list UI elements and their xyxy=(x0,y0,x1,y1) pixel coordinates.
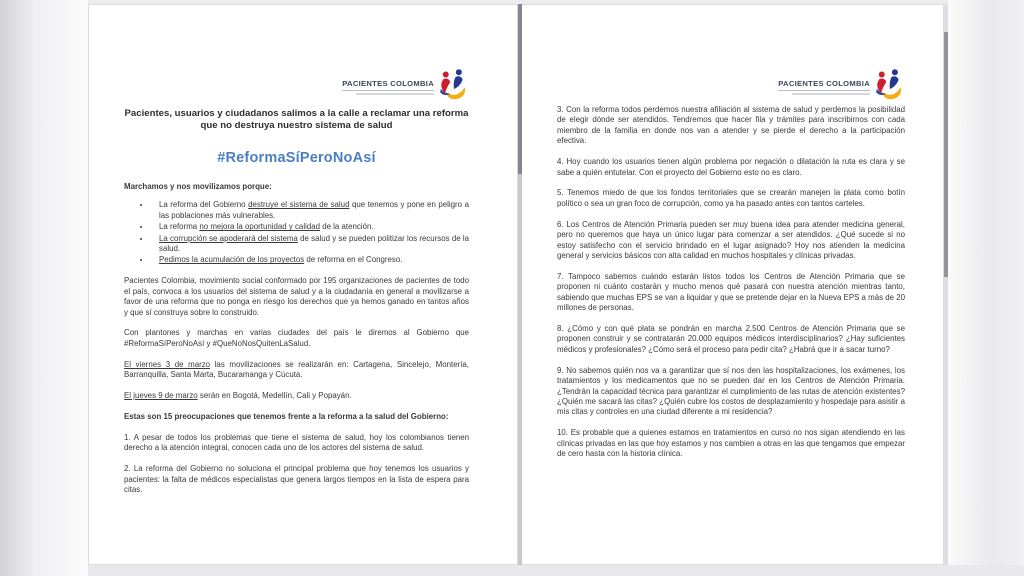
logo-tagline-bar xyxy=(792,93,870,95)
logo-tagline-bar xyxy=(356,93,434,95)
logo-rule xyxy=(778,90,870,91)
document-title: Pacientes, usuarios y ciudadanos salimos a la calle a reclamar una reforma que no destruya nuestro sistema de salud xyxy=(124,108,469,131)
concern-item-7: 7. Tampoco sabemos cuándo estarán listos todos los Centros de Atención Primaria que se proponen ni cuánto costarán y mucho menos qué pasará con nuestra atención mientras tanto, sabiendo que muchas EPS se van a liquidar y que se pretende dejar en la Nueva EPS a más de 20 millones de personas. xyxy=(557,271,905,313)
marchamos-heading: Marchamos y nos movilizamos porque: xyxy=(124,182,272,191)
document-page-2 xyxy=(522,4,944,565)
concern-item-5: 5. Tenemos miedo de que los fondos territoriales que se crearán manejen la plata como botín político o sea un gran foco de corrupción, como ya ha pasado antes con tantos carteles. xyxy=(557,188,905,208)
pacientes-colombia-logo xyxy=(124,62,469,100)
background-right-gradient xyxy=(948,0,1024,576)
logo-wordmark: PACIENTES COLOMBIA xyxy=(778,78,870,88)
reason-item-4: • Pedimos la acumulación de los proyectos de reforma en el Congreso. xyxy=(151,255,469,265)
concerns-heading: Estas son 15 preocupaciones que tenemos frente a la reforma a la salud del Gobierno: xyxy=(124,412,449,421)
background-bottom-band xyxy=(88,565,1024,576)
movement-paragraph: Pacientes Colombia, movimiento social conformado por 195 organizaciones de pacientes de todo el país, convoca a los usuarios del sistema de salud y a la ciudadanía en general a movilizarse a favor de una reforma que no ponga en riesgo los derechos que ya hemos ganado en tantos años y que sí construya sobre lo construido. xyxy=(124,276,469,317)
concern-item-6: 6. Los Centros de Atención Primaria pueden ser muy buena idea para atender medicina general, pero no queremos que haya un único lugar para comenzar a ser atendidos. ¿Qué sucede si no estoy satisfecho con el servicio brindado en el lugar asignado? Hoy nos atienden la medicina general y servicios básicos con alta calidad en muchos hospitales y clínicas privadas. xyxy=(557,219,905,260)
reason-item-2: • La reforma no mejora la oportunidad y calidad de la atención. xyxy=(151,222,469,232)
pacientes-colombia-logo xyxy=(557,62,905,100)
concern-item-10: 10. Es probable que a quienes estamos en tratamientos en curso no nos sigan atendiendo en las clínicas privadas en las que hoy estamos y nos cambien a otras en las que tengamos que empezar de cero hasta con la historia clínica. xyxy=(557,428,905,459)
reason-item-3: • La corrupción se apoderará del sistema de salud y se pueden politizar los recursos de la salud. xyxy=(151,234,469,255)
reason-item-1: • La reforma del Gobierno destruye el sistema de salud que tenemos y pone en peligro a las poblaciones más vulnerables. xyxy=(151,200,469,221)
logo-rule xyxy=(342,90,434,91)
document-page-1 xyxy=(88,4,518,565)
concern-item-2: 2. La reforma del Gobierno no soluciona el principal problema que hoy tenemos los usuarios y pacientes: la falta de médicos especialistas que genera largos tiempos en la lista de espera para citas. xyxy=(124,464,469,495)
logo-figures-icon xyxy=(436,67,469,100)
concern-item-4: 4. Hoy cuando los usuarios tienen algún problema por negación o dilatación la ruta es clara y se sabe a quién entutelar. Con el proyecto del Gobierno esto no es claro. xyxy=(557,157,905,177)
hashtag-headline: #ReformaSíPeroNoAsí xyxy=(217,149,376,166)
concern-item-8: 8. ¿Cómo y con qué plata se pondrán en marcha 2.500 Centros de Atención Primaria que se proponen construir y se contratarán 20.000 equipos médicos interdisciplinarios? ¿Hay suficientes médicos y profesionales? ¿Cómo será el proceso para pedir cita? ¿Habrá que ir a sacar turno? xyxy=(557,324,905,354)
page2-scrollbar-track[interactable] xyxy=(944,4,948,565)
march-9-paragraph: El jueves 9 de marzo serán en Bogotá, Medellín, Cali y Popayán. xyxy=(124,391,352,401)
reasons-list xyxy=(124,200,469,265)
logo-figures-icon xyxy=(872,67,905,100)
concern-item-1: 1. A pesar de todos los problemas que tiene el sistema de salud, hoy los colombianos tienen derecho a la atención integral, conocen cada uno de los actores del sistema de salud. xyxy=(124,432,469,453)
page2-scrollbar-thumb[interactable] xyxy=(944,32,948,277)
logo-text-block xyxy=(778,79,870,100)
background-left-gradient xyxy=(0,0,88,576)
logo-text-block xyxy=(342,79,434,100)
concern-item-9: 9. No sabemos quién nos va a garantizar que sí nos den las hospitalizaciones, los exámenes, los tratamientos y los medicamentos que no se pueden dar en los Centros de Atención Primaria. ¿Tendrán la capacidad técnica para garantizar el cumplimiento de las rutas de atención existentes? ¿Quién me sacará las citas? ¿Quién cubre los costos de desplazamiento y hospedaje para asistir a mis citas y controles en una ciudad diferente a mi residencia? xyxy=(557,365,905,417)
plantones-paragraph: Con plantones y marchas en varias ciudades del país le diremos al Gobierno que #ReformaSíPeroNoAsí y #QueNoNosQuitenLaSalud. xyxy=(124,328,469,348)
march-3-paragraph: El viernes 3 de marzo las movilizaciones se realizarán en: Cartagena, Sincelejo, Montería, Barranquilla, Santa Marta, Bucaramanga y Cúcuta. xyxy=(124,359,469,380)
logo-wordmark: PACIENTES COLOMBIA xyxy=(342,78,434,88)
concern-item-3: 3. Con la reforma todos perdemos nuestra afiliación al sistema de salud y perdemos la posibilidad de elegir dónde ser atendidos. Tendremos que hacer fila y trámites para inscribirnos con cada miembro de la familia en donde nos van a atender y se pierde el derecho a la participación efectiva. xyxy=(557,105,905,146)
